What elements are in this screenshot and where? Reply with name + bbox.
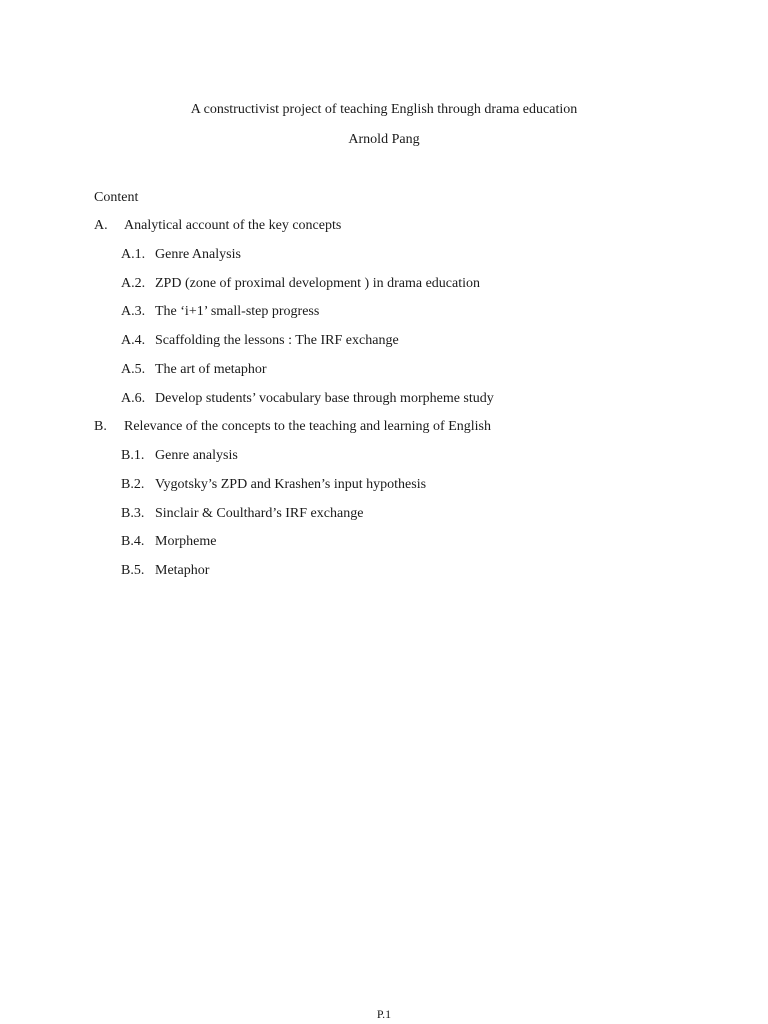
toc-item-number: A.6. xyxy=(121,390,146,406)
toc-section-number: A. xyxy=(94,218,108,233)
toc-item-label: Genre Analysis xyxy=(155,246,241,262)
toc-item-label: Develop students’ vocabulary base through morpheme study xyxy=(155,390,494,406)
document-author: Arnold Pang xyxy=(348,132,420,147)
toc-item-label: Sinclair & Coulthard’s IRF exchange xyxy=(155,505,364,521)
toc-section-label: Analytical account of the key concepts xyxy=(124,218,342,233)
toc-item xyxy=(94,361,694,390)
toc-item-number: A.4. xyxy=(121,333,146,348)
toc-item xyxy=(94,332,694,361)
toc-item-number: B.2. xyxy=(121,476,145,492)
toc-item-label: The art of metaphor xyxy=(155,361,267,377)
toc-section-label: Relevance of the concepts to the teaching and learning of English xyxy=(124,419,491,435)
toc-section-number: B. xyxy=(94,419,107,435)
toc-item-label: Metaphor xyxy=(155,563,210,578)
toc-item-number: B.1. xyxy=(121,448,145,463)
toc-section-b xyxy=(94,418,694,447)
table-of-contents xyxy=(94,217,694,591)
toc-item-number: A.5. xyxy=(121,361,146,377)
toc-item-label: The ‘i+1’ small-step progress xyxy=(155,304,320,320)
toc-item-label: Vygotsky’s ZPD and Krashen’s input hypothesis xyxy=(155,476,427,492)
toc-item xyxy=(94,275,694,304)
content-heading: Content xyxy=(94,190,139,205)
toc-item-number: A.1. xyxy=(121,246,146,262)
toc-item xyxy=(94,303,694,332)
page-number: P.1 xyxy=(376,1007,392,1021)
toc-item-number: A.3. xyxy=(121,304,146,320)
toc-item-label: ZPD (zone of proximal development ) in drama education xyxy=(155,275,481,291)
toc-item-label: Scaffolding the lessons : The IRF exchange xyxy=(155,333,399,348)
toc-item xyxy=(94,447,694,476)
toc-item-number: B.4. xyxy=(121,534,145,550)
toc-item-number: B.3. xyxy=(121,505,145,521)
toc-section-a xyxy=(94,217,694,246)
toc-item xyxy=(94,505,694,534)
toc-item-label: Genre analysis xyxy=(155,448,238,463)
toc-item-number: B.5. xyxy=(121,563,145,578)
toc-item xyxy=(94,246,694,275)
toc-item-number: A.2. xyxy=(121,275,146,291)
toc-item xyxy=(94,533,694,562)
toc-item xyxy=(94,562,694,591)
toc-item-label: Morpheme xyxy=(155,534,217,550)
toc-item xyxy=(94,476,694,505)
toc-item xyxy=(94,390,694,419)
document-title: A constructivist project of teaching English through drama education xyxy=(190,102,578,117)
